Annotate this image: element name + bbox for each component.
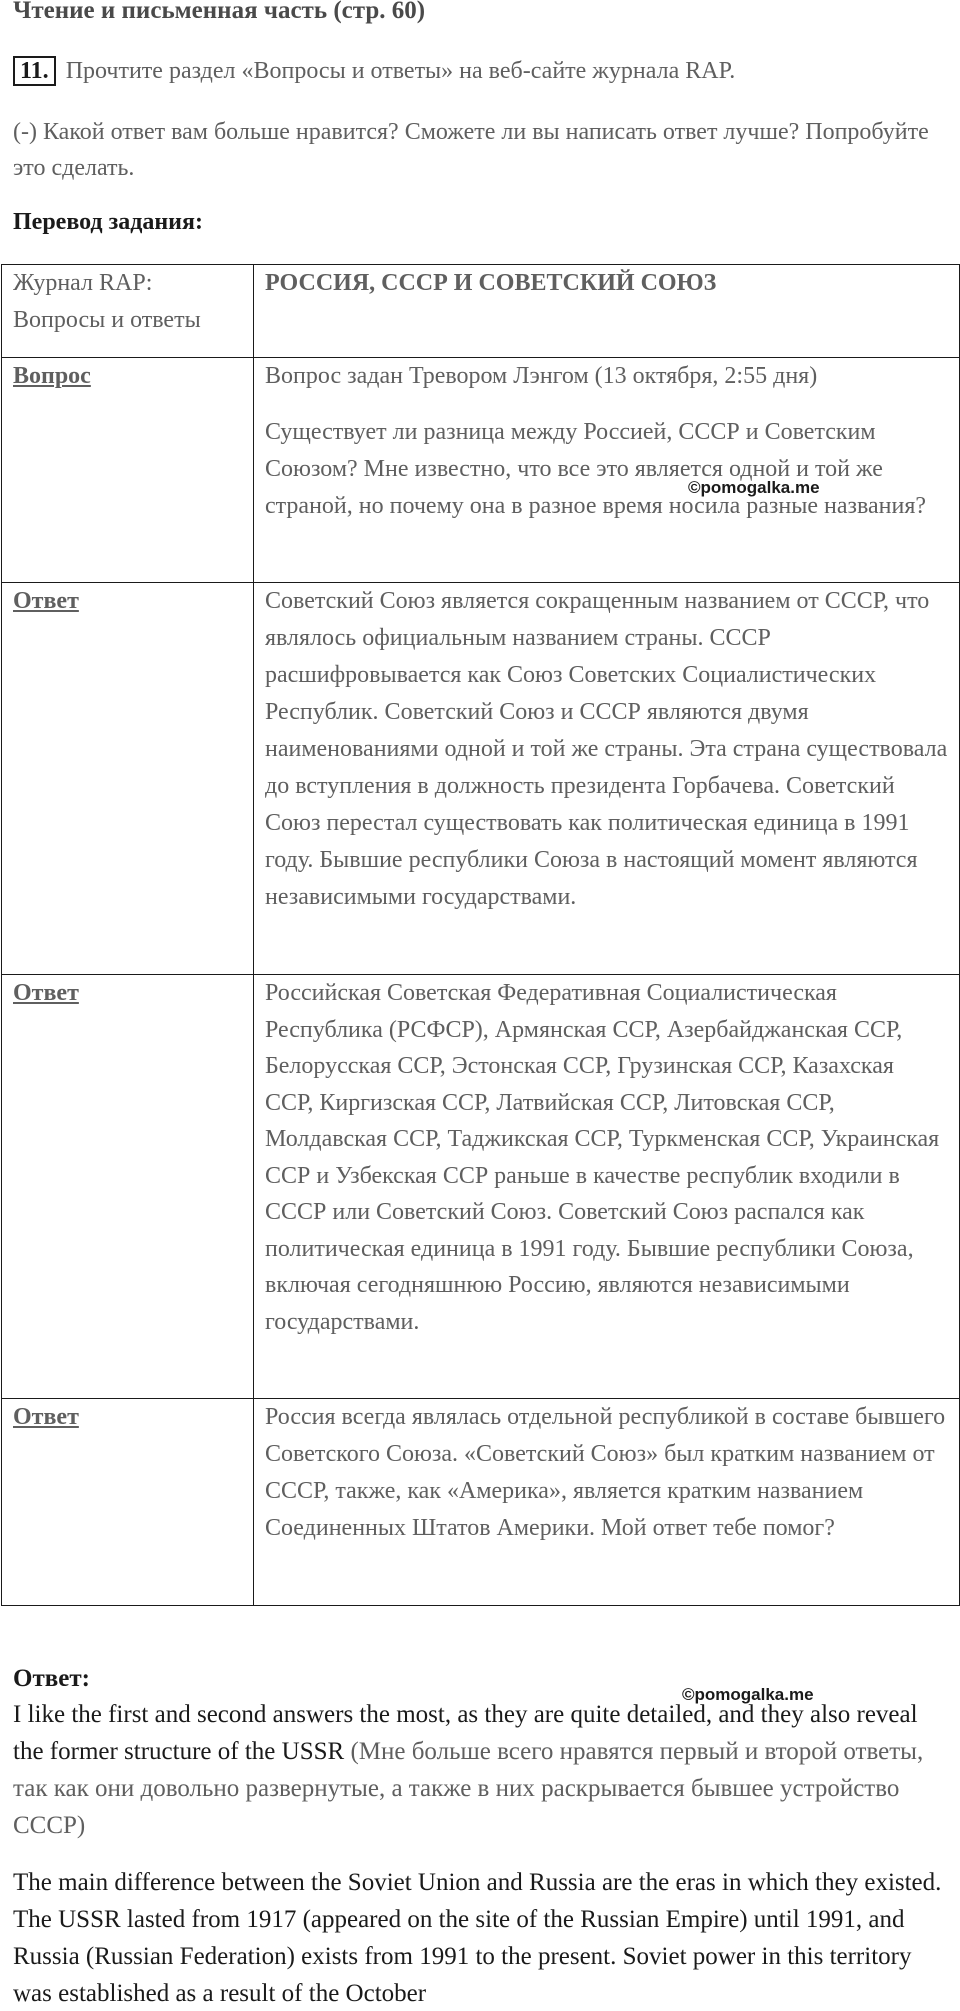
journal-label: Журнал RAP: Вопросы и ответы	[13, 270, 201, 333]
watermark: ©pomogalka.me	[682, 1685, 814, 1704]
answer-1-label: Ответ	[13, 588, 79, 614]
answer-3-text: Россия всегда являлась отдельной республикой в составе бывшего Советского Союза. «Советский Союз» был кратким названием от СССР, также, как «Америка», является кратким названием Соединенных Штатов Америки. Мой ответ тебе помог?	[265, 1404, 946, 1541]
answer-2-cell	[254, 975, 960, 1399]
question-meta: Вопрос задан Тревором Лэнгом (13 октября, 2:55 дня)	[265, 363, 818, 389]
answer-p1-russian: (Мне больше всего нравятся первый и второй ответы, так как они довольно развернутые, а также в них раскрывается бывшее устройство СССР)	[13, 1738, 924, 1839]
answer-2-text: Российская Советская Федеративная Социалистическая Республика (РСФСР), Армянская ССР, Азербайджанская ССР, Белорусская ССР, Эстонская ССР, Грузинская ССР, Казахская ССР, Киргизская ССР, Латвийская ССР, Литовская ССР, Молдавская ССР, Таджикская ССР, Туркменская ССР, Украинская ССР и Узбекская ССР раньше в качестве республик входили в СССР или Советский Союз. Советский Союз распался как политическая единица в 1991 году. Бывшие республики Союза, включая сегодняшнюю Россию, являются независимыми государствами.	[265, 980, 940, 1335]
table-title: РОССИЯ, СССР И СОВЕТСКИЙ СОЮЗ	[265, 270, 717, 296]
watermark: ©pomogalka.me	[688, 478, 820, 497]
table-header-row	[2, 265, 960, 358]
answer-paragraph-1	[13, 1696, 948, 1844]
section-title: Чтение и письменная часть (стр. 60)	[13, 0, 426, 24]
answer-1-cell	[254, 583, 960, 975]
question-text: Существует ли разница между Россией, СССР и Советским Союзом? Мне известно, что все это является одной и той же страной, но почему она в разное время носила разные названия?	[265, 419, 927, 519]
question-label: Вопрос	[13, 363, 91, 389]
answer-3-label-cell	[2, 1399, 254, 1606]
answer-1-text: Советский Союз является сокращенным названием от СССР, что являлось официальным названием страны. СССР расшифровывается как Союз Советских Социалистических Республик. Советский Союз и СССР являются двумя наименованиями одной и той же страны. Эта страна существовала до вступления в должность президента Горбачева. Советский Союз перестал существовать как политическая единица в 1991 году. Бывшие республики Союза в настоящий момент являются независимыми государствами.	[265, 588, 948, 910]
answer-2-label-cell	[2, 975, 254, 1399]
translation-heading: Перевод задания:	[13, 209, 203, 235]
task-instruction-text: Прочтите раздел «Вопросы и ответы» на веб-сайте журнала RAP.	[65, 58, 736, 84]
answer-section	[13, 1662, 948, 2011]
task-subtask: (-) Какой ответ вам больше нравится? Сможете ли вы написать ответ лучше? Попробуйте это сделать.	[13, 119, 929, 181]
title-cell	[254, 265, 960, 358]
answer-1-label-cell	[2, 583, 254, 975]
answer-paragraph-2: The main difference between the Soviet Union and Russia are the eras in which they existed. The USSR lasted from 1917 (appeared on the site of the Russian Empire) until 1991, and Russia (Russian Federation) exists from 1991 to the present. Soviet power in this territory was established as a result of the October	[13, 1869, 942, 2007]
task-number-box: 11.	[13, 56, 56, 86]
answer-p1-english: I like the first and second answers the most, as they are quite detailed, and they also reveal the former structure of the USSR	[13, 1701, 918, 1765]
journal-label-cell	[2, 265, 254, 358]
qa-table	[1, 264, 960, 1606]
table-row-answer-3	[2, 1399, 960, 1606]
answer-3-label: Ответ	[13, 1404, 79, 1430]
answer-heading: Ответ:	[13, 1665, 90, 1692]
table-row-answer-1	[2, 583, 960, 975]
task-instruction	[13, 56, 943, 86]
table-row-answer-2	[2, 975, 960, 1399]
answer-2-label: Ответ	[13, 980, 79, 1006]
answer-3-cell	[254, 1399, 960, 1606]
question-label-cell	[2, 358, 254, 583]
question-cell	[254, 358, 960, 583]
table-row-question	[2, 358, 960, 583]
